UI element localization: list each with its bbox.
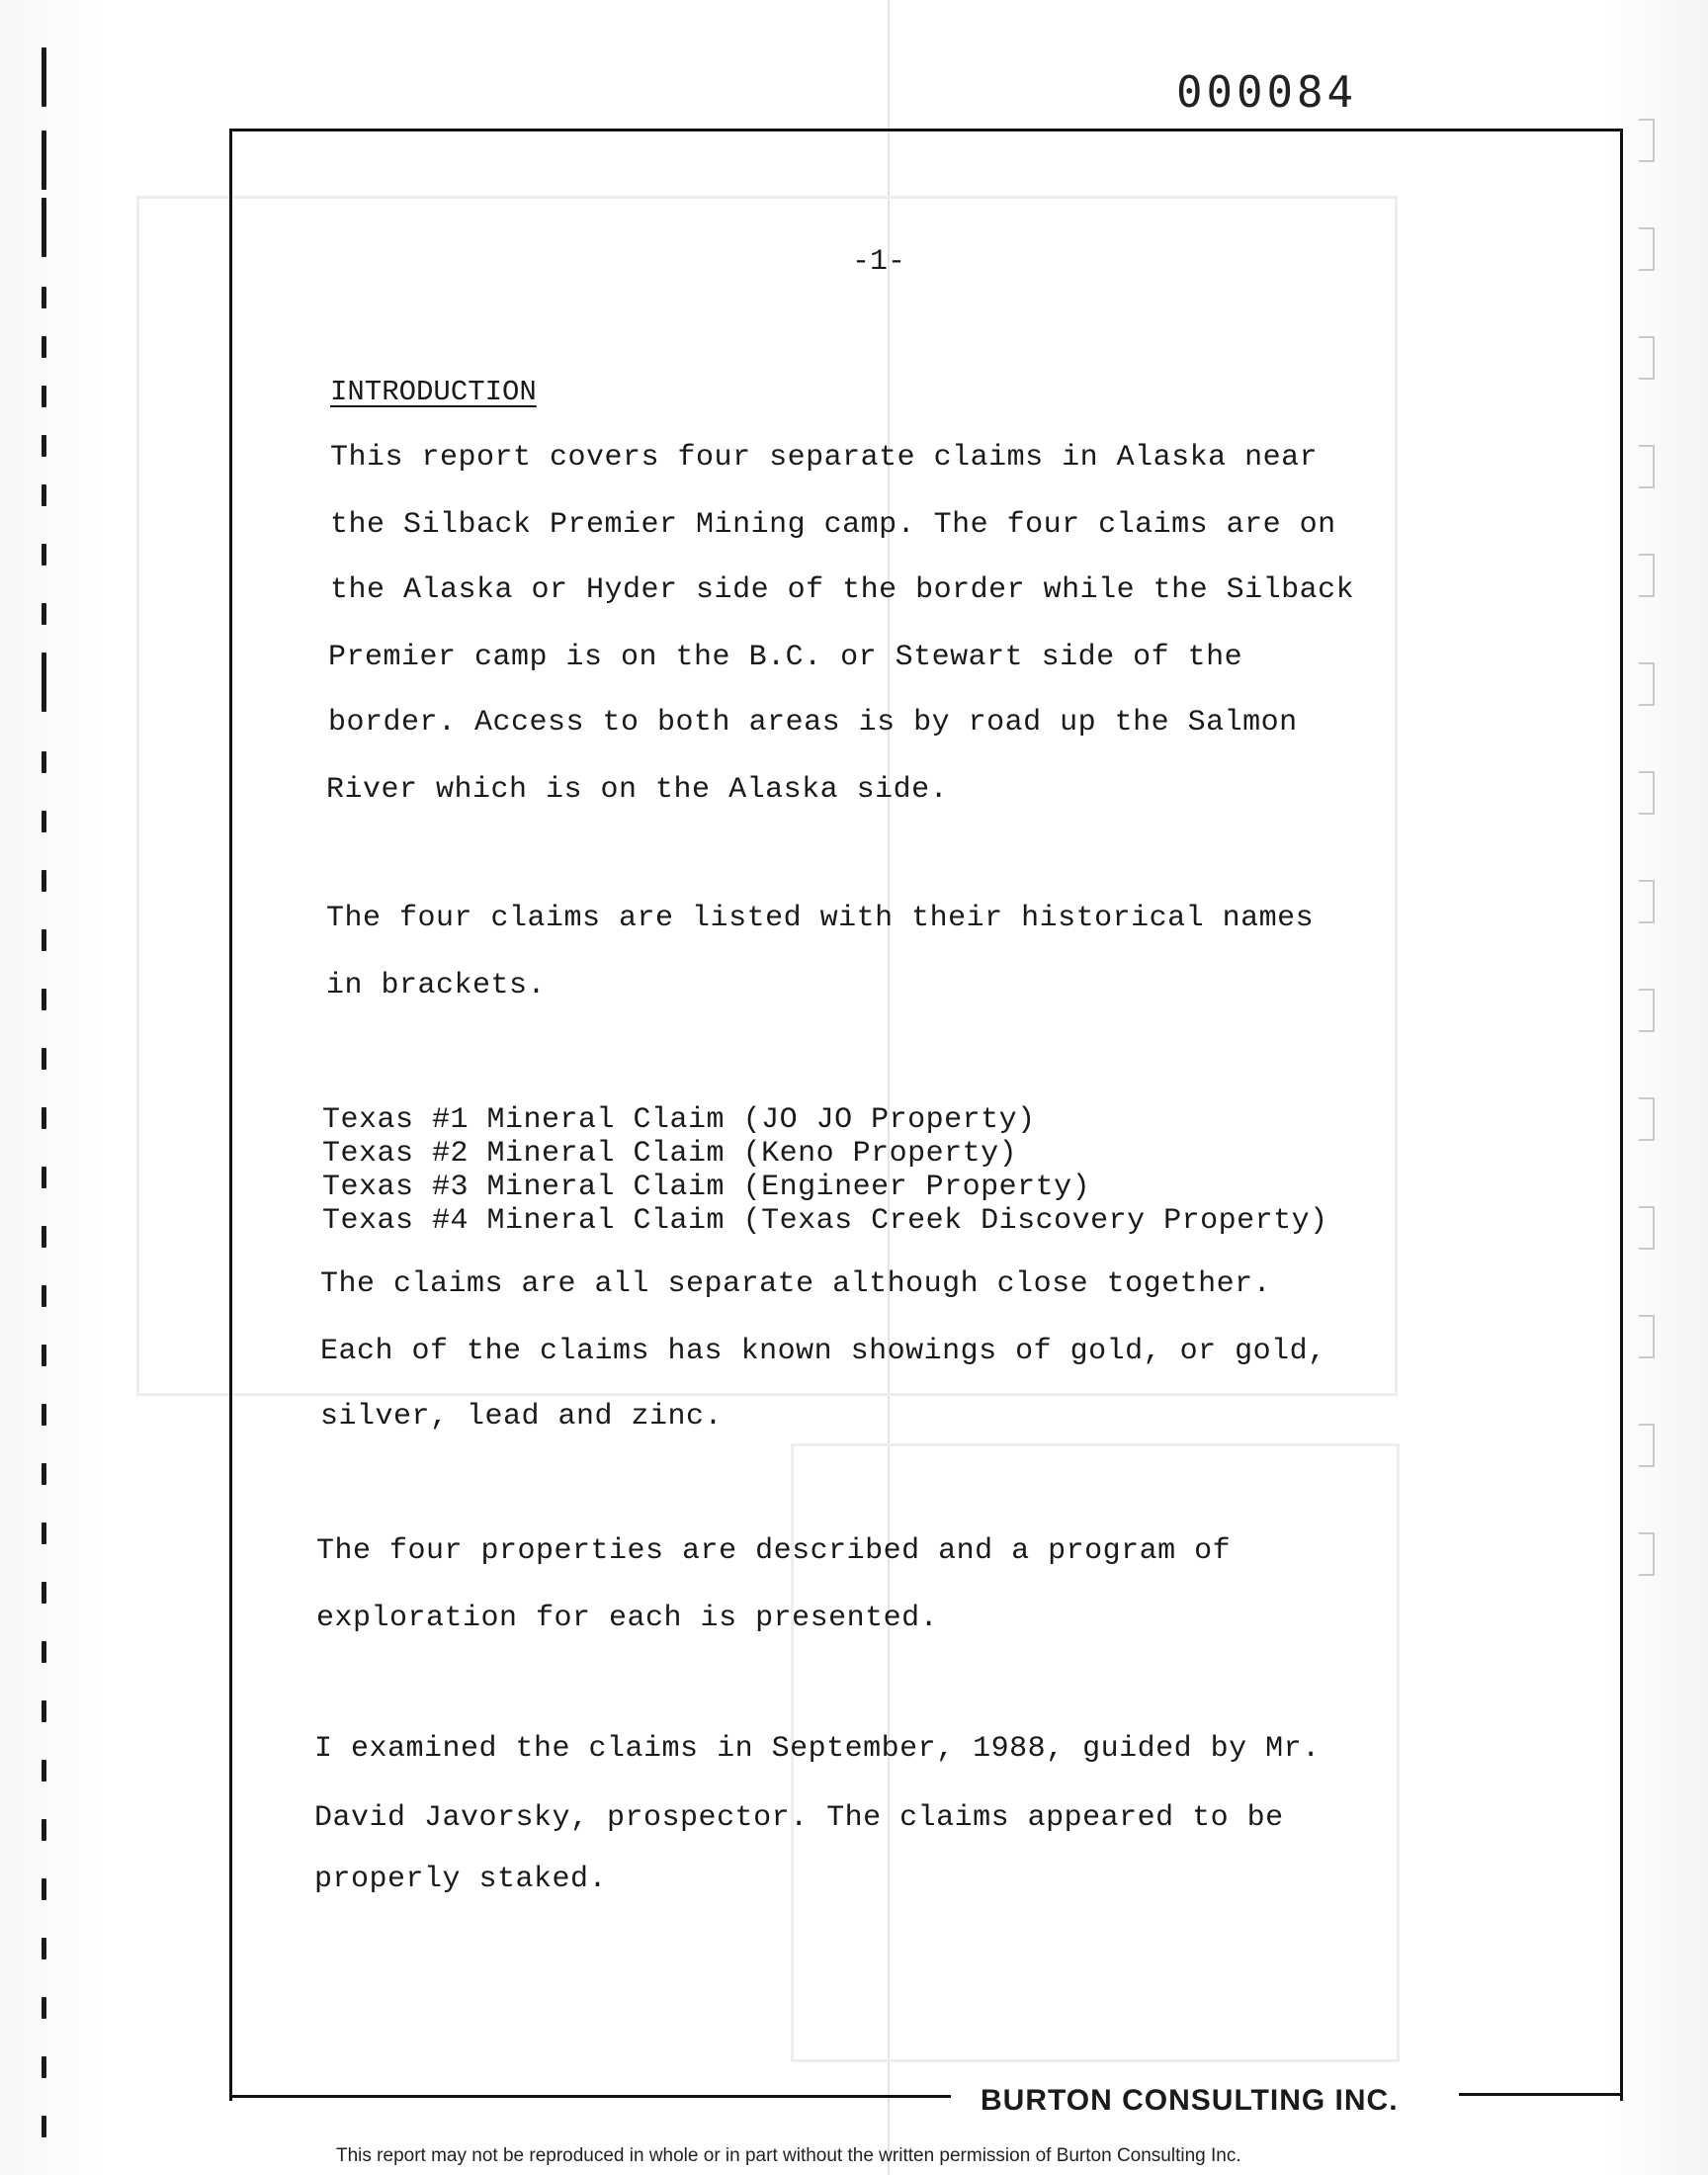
- page-border-bottom: [229, 2095, 951, 2098]
- right-edge-marks: [1639, 119, 1668, 1700]
- paragraph-line: The four properties are described and a program of: [316, 1534, 1232, 1568]
- binding-mark: [42, 1226, 46, 1248]
- paragraph-line: I examined the claims in September, 1988, guided by Mr.: [314, 1732, 1321, 1766]
- binding-mark: [42, 130, 46, 190]
- binding-mark: [42, 1819, 46, 1841]
- binding-mark: [42, 1345, 46, 1366]
- edge-mark: [1639, 1424, 1655, 1467]
- paragraph-line: River which is on the Alaska side.: [326, 773, 949, 807]
- paragraph-line: silver, lead and zinc.: [320, 1400, 724, 1434]
- edge-mark: [1639, 1532, 1655, 1576]
- paragraph-line: in brackets.: [326, 969, 547, 1002]
- binding-mark: [42, 1285, 46, 1307]
- binding-mark: [42, 1107, 46, 1129]
- company-name: BURTON CONSULTING INC.: [981, 2084, 1399, 2117]
- paragraph-line: David Javorsky, prospector. The claims appeared to be: [314, 1801, 1284, 1835]
- binding-mark: [42, 1641, 46, 1663]
- binding-mark: [42, 544, 46, 566]
- binding-mark: [42, 603, 46, 625]
- binding-mark: [42, 1167, 46, 1188]
- paragraph-line: This report covers four separate claims in Alaska near: [330, 441, 1319, 475]
- binding-marks: [20, 40, 59, 2165]
- edge-mark: [1639, 336, 1655, 380]
- binding-mark: [42, 1582, 46, 1604]
- claim-item: Texas #4 Mineral Claim (Texas Creek Discovery Property): [322, 1204, 1328, 1238]
- edge-mark: [1639, 1206, 1655, 1250]
- claim-item: Texas #2 Mineral Claim (Keno Property): [322, 1137, 1018, 1171]
- binding-mark: [42, 484, 46, 506]
- paragraph-line: Premier camp is on the B.C. or Stewart side of the: [328, 641, 1243, 674]
- binding-mark: [42, 287, 46, 308]
- paragraph-line: the Silback Premier Mining camp. The four claims are on: [330, 508, 1336, 542]
- binding-mark: [42, 198, 46, 257]
- paragraph-line: properly staked.: [314, 1863, 608, 1896]
- binding-mark: [42, 1522, 46, 1544]
- binding-mark: [42, 1700, 46, 1722]
- binding-mark: [42, 929, 46, 951]
- binding-mark: [42, 435, 46, 457]
- binding-mark: [42, 1463, 46, 1485]
- binding-mark: [42, 1997, 46, 2019]
- binding-mark: [42, 652, 46, 712]
- binding-mark: [42, 811, 46, 832]
- paragraph-line: exploration for each is presented.: [316, 1602, 939, 1635]
- binding-mark: [42, 1878, 46, 1900]
- binding-mark: [42, 870, 46, 892]
- edge-mark: [1639, 554, 1655, 597]
- page-border-bottom: [1459, 2093, 1620, 2096]
- binding-mark: [42, 1404, 46, 1426]
- section-heading: INTRODUCTION: [330, 376, 537, 408]
- claim-item: Texas #1 Mineral Claim (JO JO Property): [322, 1103, 1036, 1137]
- edge-mark: [1639, 119, 1655, 162]
- binding-mark: [42, 2116, 46, 2137]
- edge-mark: [1639, 227, 1655, 271]
- binding-mark: [42, 336, 46, 358]
- binding-mark: [42, 386, 46, 407]
- edge-mark: [1639, 1097, 1655, 1141]
- paragraph-line: The four claims are listed with their historical names: [326, 902, 1315, 935]
- binding-mark: [42, 1048, 46, 1070]
- document-number: 000084: [1176, 67, 1357, 118]
- paragraph-line: border. Access to both areas is by road up the Salmon: [328, 706, 1298, 740]
- binding-mark: [42, 47, 46, 107]
- binding-mark: [42, 2056, 46, 2078]
- binding-mark: [42, 1760, 46, 1782]
- edge-mark: [1639, 445, 1655, 488]
- edge-mark: [1639, 662, 1655, 706]
- page-number: -1-: [852, 245, 906, 279]
- paragraph-line: The claims are all separate although close together.: [320, 1267, 1272, 1301]
- edge-mark: [1639, 880, 1655, 923]
- binding-mark: [42, 989, 46, 1010]
- binding-mark: [42, 751, 46, 773]
- binding-mark: [42, 1938, 46, 1959]
- paragraph-line: the Alaska or Hyder side of the border while the Silback: [330, 573, 1355, 607]
- copyright-disclaimer: This report may not be reproduced in whole or in part without the written permission of Burton Consulting Inc.: [336, 2145, 1241, 2166]
- edge-mark: [1639, 771, 1655, 815]
- paragraph-line: Each of the claims has known showings of gold, or gold,: [320, 1335, 1326, 1368]
- claim-item: Texas #3 Mineral Claim (Engineer Property): [322, 1171, 1091, 1204]
- edge-mark: [1639, 1315, 1655, 1358]
- edge-mark: [1639, 989, 1655, 1032]
